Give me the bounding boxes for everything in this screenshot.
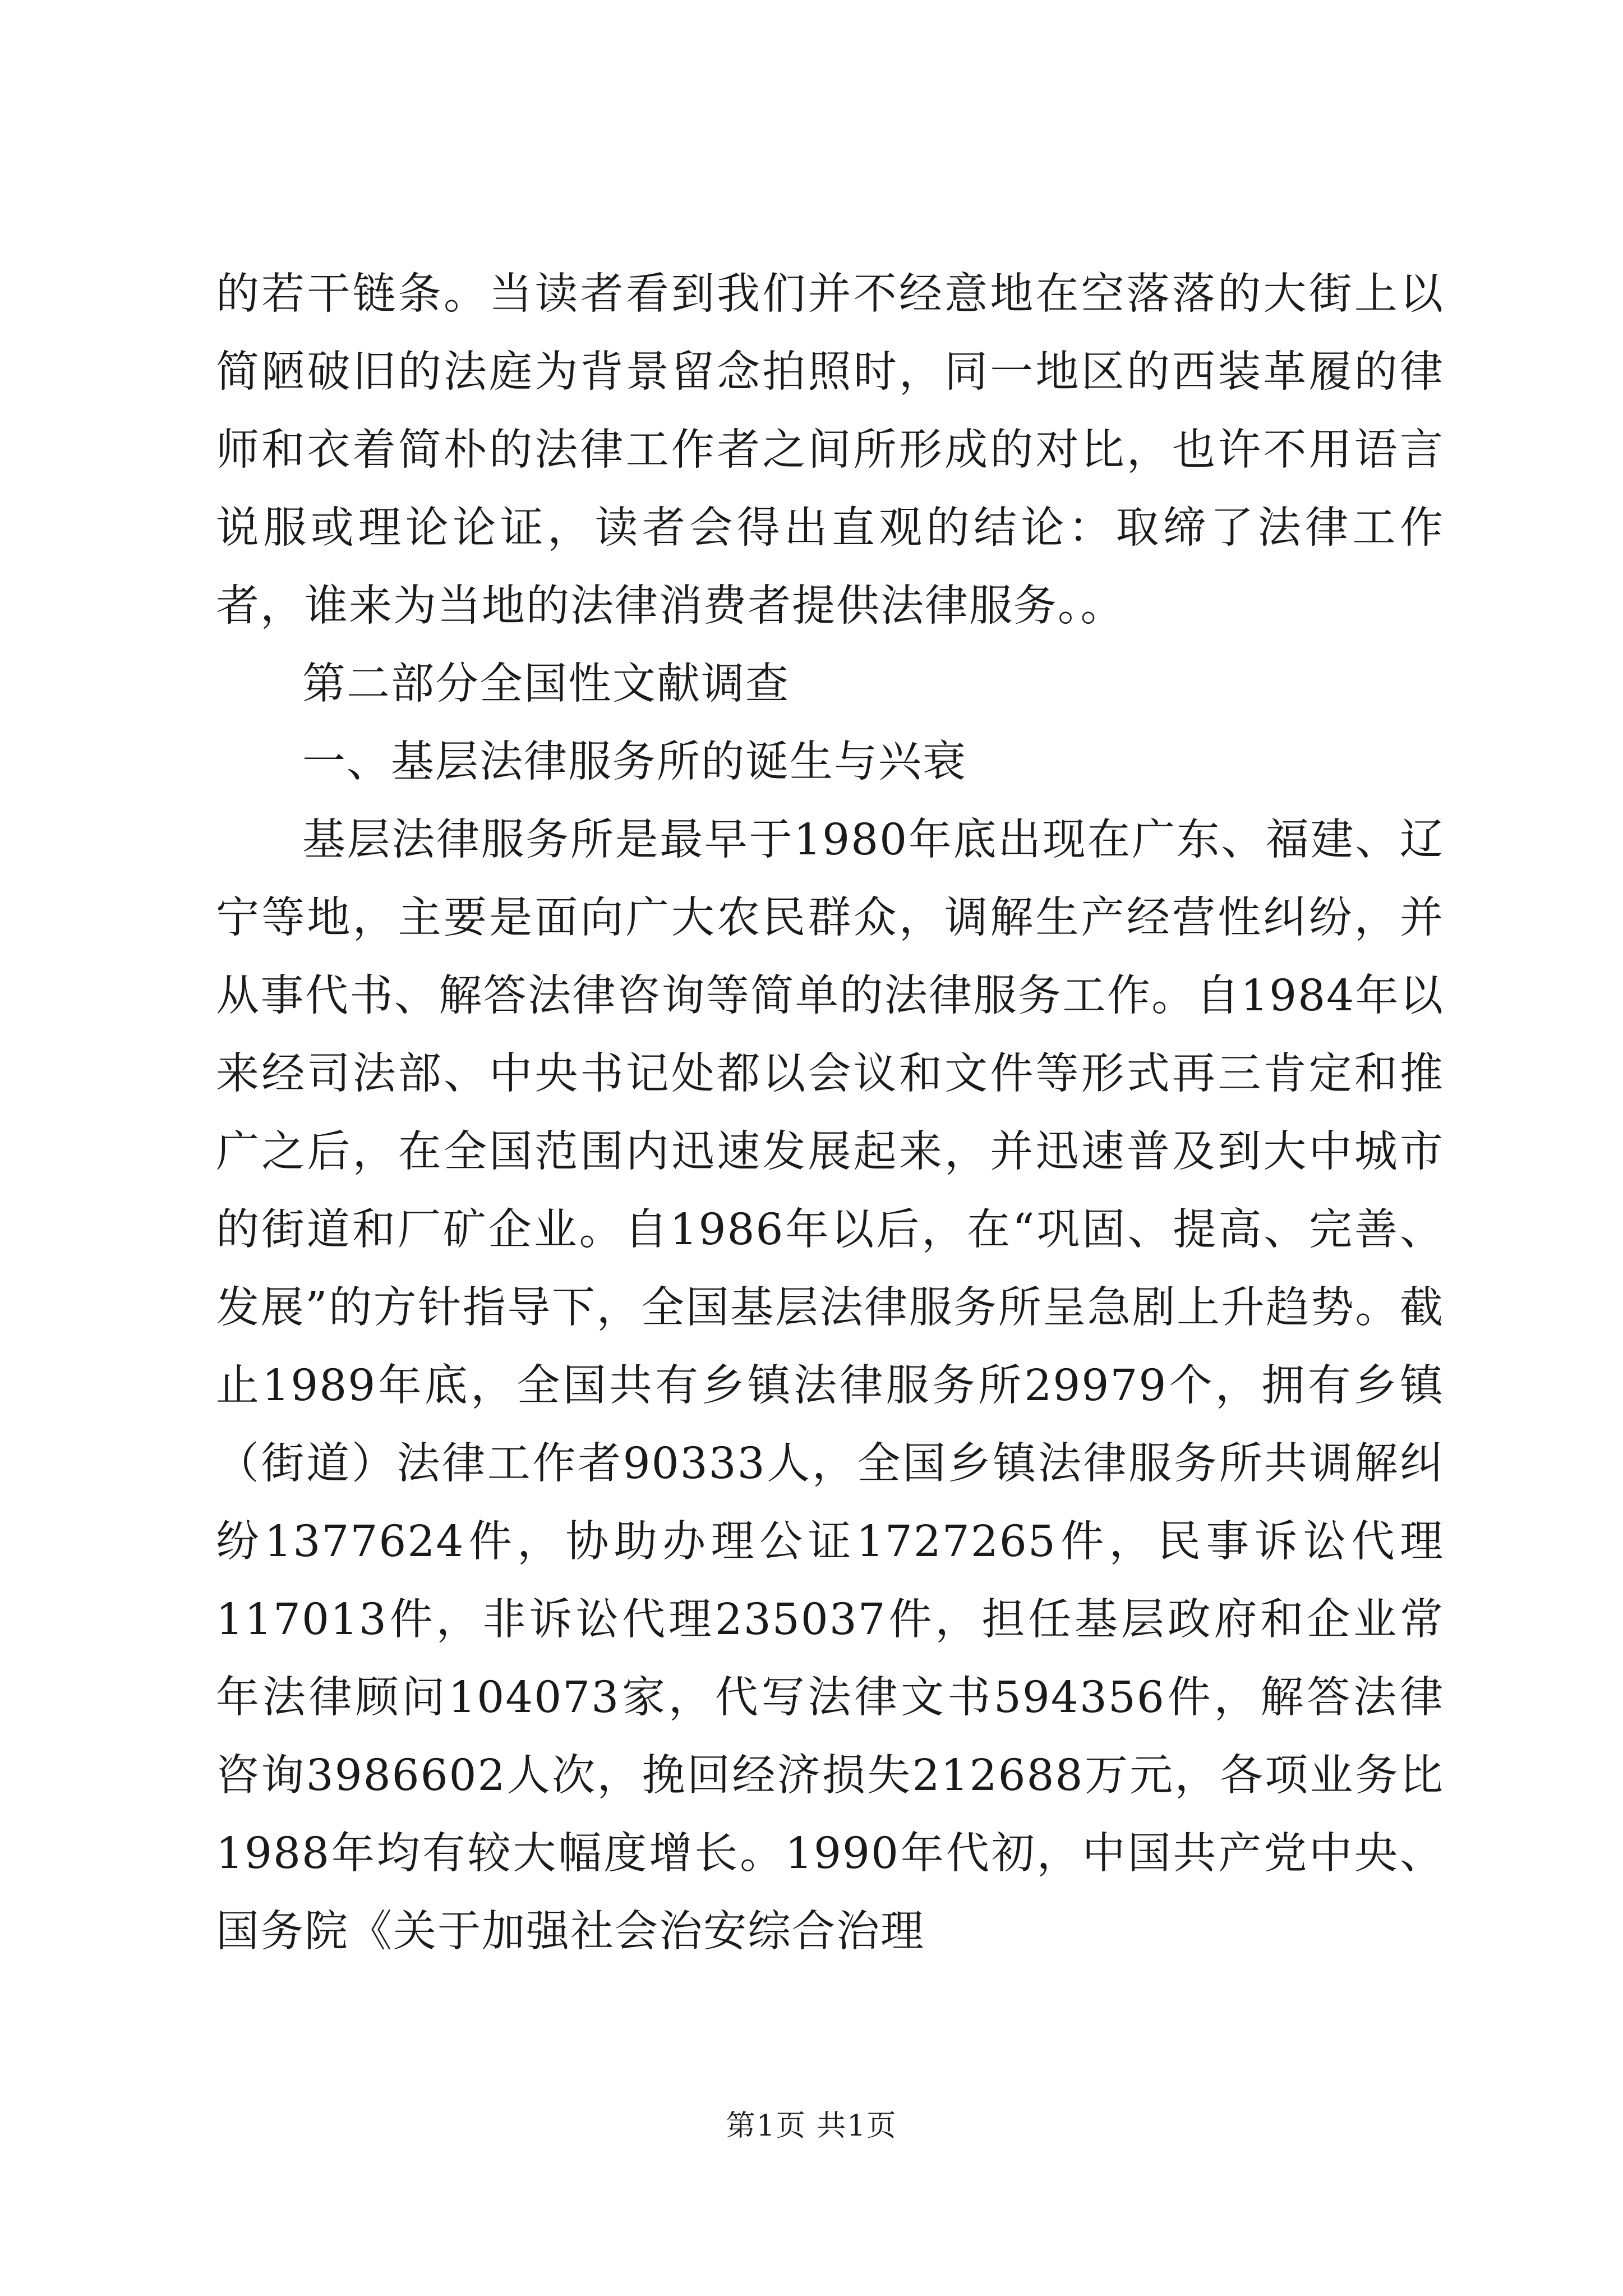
paragraph-history: 基层法律服务所是最早于1980年底出现在广东、福建、辽宁等地，主要是面向广大农民群众，调解生产经营性纠纷，并从事代书、解答法律咨询等简单的法律服务工作。自1984年以来经司法部、中央书记处都以会议和文件等形式再三肯定和推广之后，在全国范围内迅速发展起来，并迅速普及到大中城市的街道和厂矿企业。自1986年以后，在“巩固、提高、完善、发展”的方针指导下，全国基层法律服务所呈急剧上升趋势。截止1989年底，全国共有乡镇法律服务所29979个，拥有乡镇（街道）法律工作者90333人，全国乡镇法律服务所共调解纠纷1377624件，协助办理公证1727265件，民事诉讼代理117013件，非诉讼代理235037件，担任基层政府和企业常年法律顾问104073家，代写法律文书594356件，解答法律咨询3986602人次，挽回经济损失212688万元，各项业务比1988年均有较大幅度增长。1990年代初，中国共产党中央、国务院《关于加强社会治安综合治理 <box>216 815 1444 1957</box>
document-body <box>216 255 1444 1971</box>
page-footer: 第1页 共1页 <box>726 2109 897 2143</box>
paragraph-continuation: 的若干链条。当读者看到我们并不经意地在空落落的大街上以简陋破旧的法庭为背景留念拍照时，同一地区的西装革履的律师和衣着简朴的法律工作者之间所形成的对比，也许不用语言说服或理论论证，读者会得出直观的结论：取缔了法律工作者，谁来为当地的法律消费者提供法律服务。。 <box>216 269 1444 631</box>
heading-section-one: 一、基层法律服务所的诞生与兴衰 <box>302 737 967 787</box>
heading-part-two: 第二部分全国性文献调查 <box>302 659 790 709</box>
